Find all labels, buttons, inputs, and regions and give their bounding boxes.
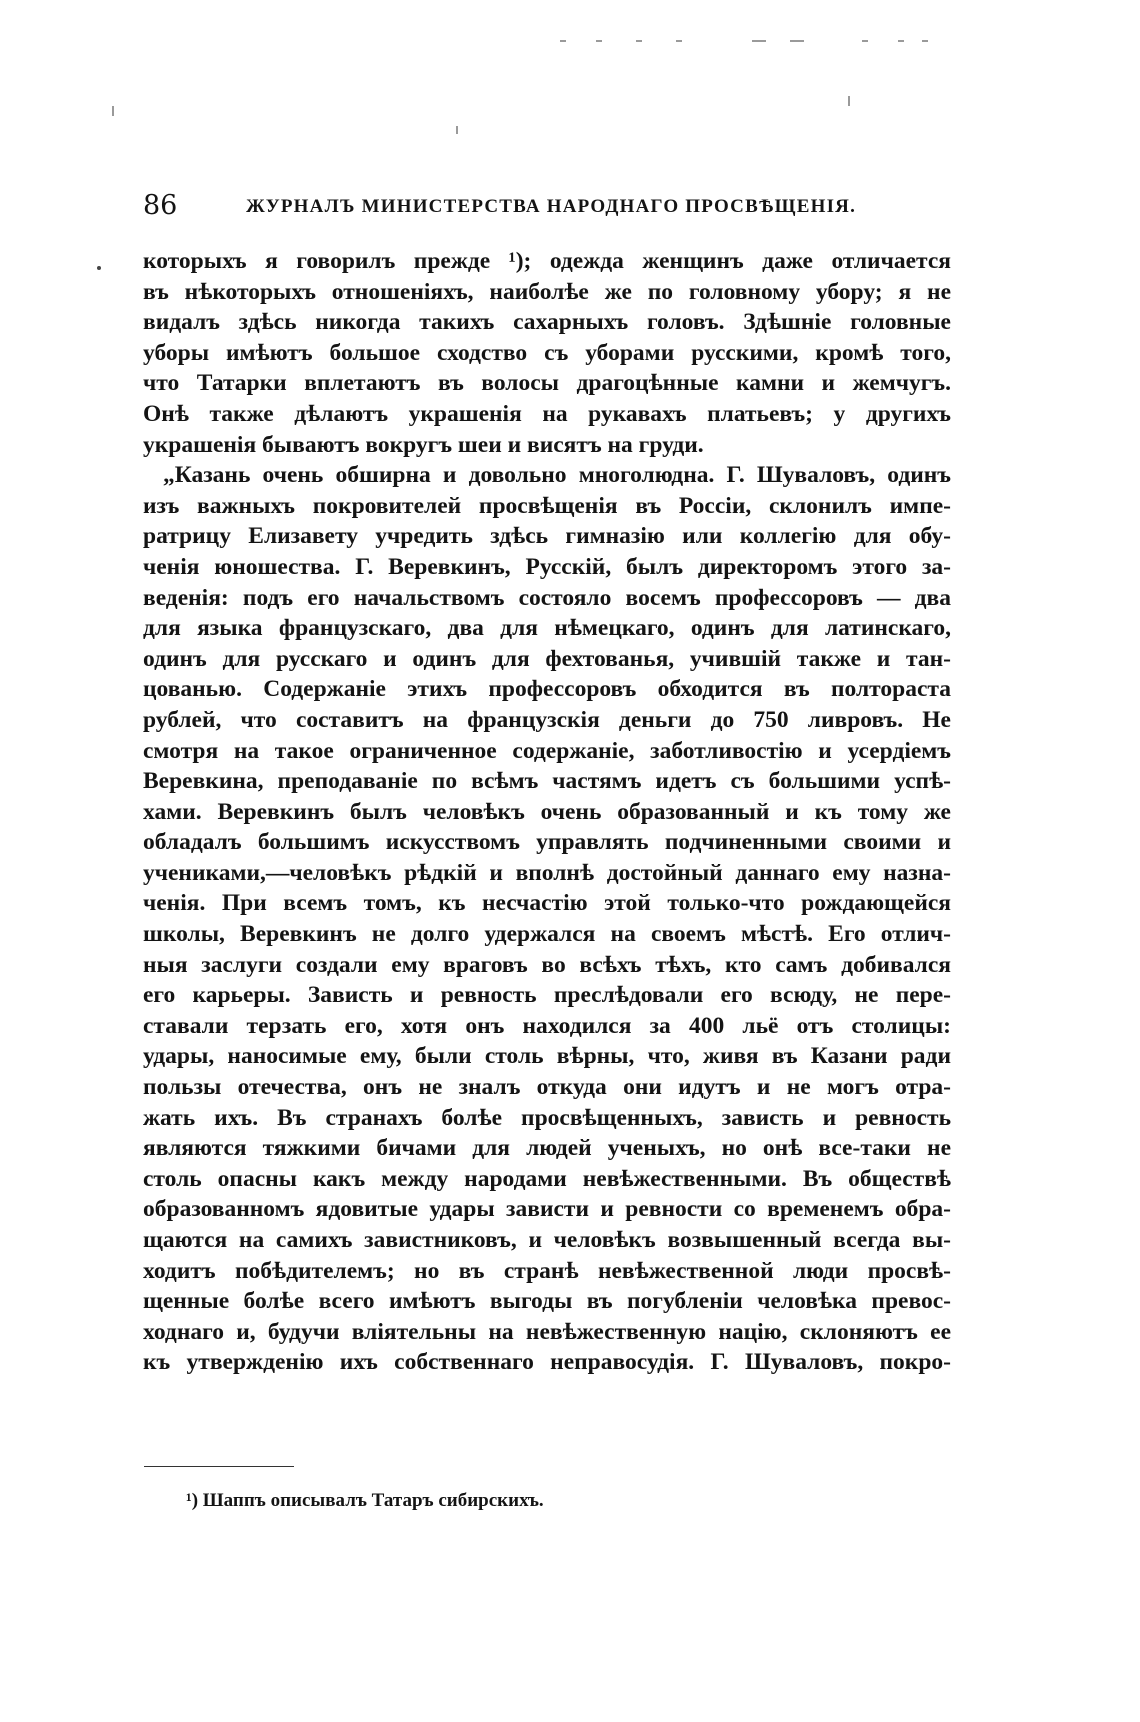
running-title: ЖУРНАЛЪ МИНИСТЕРСТВА НАРОДНАГО ПРОСВѢЩЕНІЯ. (246, 196, 857, 217)
text-line: жать ихъ. Въ странахъ болѣе просвѣщенныхъ, зависть и ревность (143, 1104, 951, 1131)
scan-speck (848, 96, 850, 106)
scan-speck (112, 106, 114, 116)
text-line: рублей, что составитъ на французскія деньги до 750 ливровъ. Не (143, 706, 951, 733)
text-line: видалъ здѣсь никогда такихъ сахарныхъ головъ. Здѣшніе головные (143, 309, 951, 336)
scan-speck (560, 40, 566, 42)
text-line: щенные болѣе всего имѣютъ выгоды въ погубленіи человѣка превос- (143, 1288, 951, 1315)
scan-marks (0, 0, 1140, 140)
text-line: которыхъ я говорилъ прежде ¹); одежда женщинъ даже отличается (143, 248, 951, 274)
scan-speck (752, 40, 766, 42)
footnote-divider (144, 1466, 294, 1467)
text-line: школы, Веревкинъ не долго удержался на своемъ мѣстѣ. Его отлич- (143, 921, 951, 948)
text-line: въ нѣкоторыхъ отношеніяхъ, наиболѣе же по головному убору; я не (143, 278, 951, 305)
text-line: одинъ для русскаго и одинъ для фехтованья, учившій также и тан- (143, 645, 951, 672)
text-line: Онѣ также дѣлаютъ украшенія на рукавахъ платьевъ; у другихъ (143, 400, 951, 427)
scan-speck (676, 40, 682, 42)
text-line: для языка французскаго, два для нѣмецкаго, одинъ для латинскаго, (143, 615, 951, 642)
text-line: образованномъ ядовитые удары зависти и ревности со временемъ обра- (143, 1196, 951, 1223)
text-line: ставали терзать его, хотя онъ находился за 400 льё отъ столицы: (143, 1012, 951, 1039)
text-line: ратрицу Елизавету учредить здѣсь гимназію или коллегію для обу- (143, 523, 951, 550)
text-line: Веревкина, преподаваніе по всѣмъ частямъ идетъ съ большими успѣ- (143, 768, 951, 795)
scan-speck (922, 40, 928, 42)
text-line: ходитъ побѣдителемъ; но въ странѣ невѣжественной люди просвѣ- (143, 1257, 951, 1284)
page-number: 86 (143, 190, 178, 221)
text-line: что Татарки вплетаютъ въ волосы драгоцѣнные камни и жемчугъ. (143, 370, 951, 397)
text-line: ченія. При всемъ томъ, къ несчастію этой только-что рождающейся (143, 890, 951, 917)
running-header (143, 188, 943, 224)
text-line: удары, наносимые ему, были столь вѣрны, что, живя въ Казани ради (143, 1043, 951, 1070)
text-line: хами. Веревкинъ былъ человѣкъ очень образованный и къ тому же (143, 798, 951, 825)
text-line: столь опасны какъ между народами невѣжественными. Въ обществѣ (143, 1165, 951, 1192)
scan-speck (456, 126, 458, 134)
text-line: ныя заслуги создали ему враговъ во всѣхъ тѣхъ, кто самъ добивался (143, 951, 951, 978)
text-line: являются тяжкими бичами для людей ученыхъ, но онѣ все-таки не (143, 1135, 951, 1162)
text-line: щаются на самихъ завистниковъ, и человѣкъ возвышенный всегда вы- (143, 1227, 951, 1253)
margin-dot (97, 266, 101, 270)
scan-speck (790, 40, 804, 42)
text-line: „Казань очень обширна и довольно многолюдна. Г. Шуваловъ, одинъ (163, 462, 951, 489)
scan-speck (636, 40, 642, 42)
scan-speck (898, 40, 904, 42)
text-line: смотря на такое ограниченное содержаніе, заботливостію и усердіемъ (143, 737, 951, 764)
body-text (143, 246, 951, 1378)
text-line: украшенія бываютъ вокругъ шеи и висятъ на груди. (143, 431, 704, 458)
text-line: его карьеры. Зависть и ревность преслѣдовали его всюду, не пере- (143, 982, 951, 1009)
scan-speck (862, 40, 868, 42)
text-line: уборы имѣютъ большое сходство съ уборами русскими, кромѣ того, (143, 339, 951, 366)
text-line: обладалъ большимъ искусствомъ управлять подчиненными своими и (143, 829, 951, 856)
text-line: ходнаго и, будучи вліятельны на невѣжественную націю, склоняютъ ее (143, 1318, 951, 1345)
text-line: веденія: подъ его начальствомъ состояло восемъ профессоровъ — два (143, 584, 951, 611)
footnote: ¹) Шаппъ описывалъ Татаръ сибирскихъ. (186, 1490, 544, 1511)
text-line: изъ важныхъ покровителей просвѣщенія въ Россіи, склонилъ импе- (143, 492, 951, 519)
text-line: ченія юношества. Г. Веревкинъ, Русскій, былъ директоромъ этого за- (143, 553, 951, 580)
text-line: пользы отечества, онъ не зналъ откуда они идутъ и не могъ отра- (143, 1074, 951, 1101)
scan-speck (596, 40, 602, 42)
text-line: къ утвержденію ихъ собственнаго неправосудія. Г. Шуваловъ, покро- (143, 1349, 951, 1376)
text-line: цованью. Содержаніе этихъ профессоровъ обходится въ полтораста (143, 676, 951, 703)
text-line: учениками,—человѣкъ рѣдкій и вполнѣ достойный даннаго ему назна- (143, 859, 951, 886)
